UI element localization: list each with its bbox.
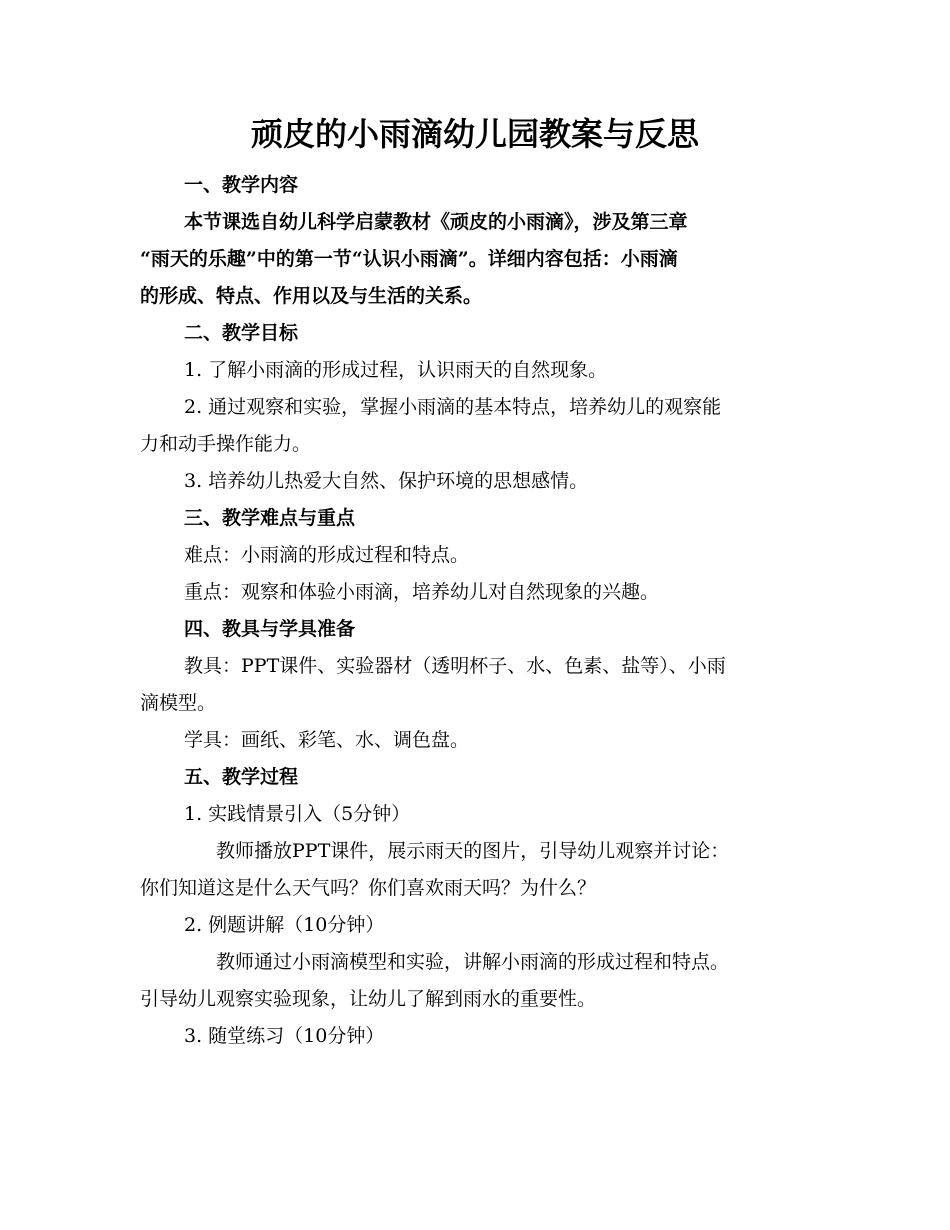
body-text-line: 2. 例题讲解（10分钟）: [184, 914, 385, 936]
section-text-line: 二、教学目标: [184, 322, 299, 344]
section-text-line: 三、教学难点与重点: [184, 507, 356, 529]
body-text-line: 教具：PPT课件、实验器材（透明杯子、水、色素、盐等）、小雨: [184, 655, 726, 677]
section-text-line: 一、教学内容: [184, 174, 299, 196]
body-text-line: 1. 实践情景引入（5分钟）: [184, 803, 411, 825]
body-text-line: 3. 随堂练习（10分钟）: [184, 1025, 385, 1047]
body-text-line: 3. 培养幼儿热爱大自然、保护环境的思想感情。: [184, 470, 589, 492]
body-text-line: 学具：画纸、彩笔、水、调色盘。: [184, 729, 470, 751]
section-text-line: “雨天的乐趣”中的第一节“认识小雨滴”。详细内容包括：小雨滴: [140, 248, 678, 270]
body-text-line: 教师通过小雨滴模型和实验，讲解小雨滴的形成过程和特点。: [216, 951, 730, 973]
body-text-line: 力和动手操作能力。: [140, 433, 312, 455]
section-text-line: 五、教学过程: [184, 766, 299, 788]
body-text-line: 难点：小雨滴的形成过程和特点。: [184, 544, 470, 566]
body-text-line: 2. 通过观察和实验，掌握小雨滴的基本特点，培养幼儿的观察能: [184, 396, 722, 418]
section-text-line: 本节课选自幼儿科学启蒙教材《顽皮的小雨滴》，涉及第三章: [184, 211, 688, 233]
section-text-line: 四、教具与学具准备: [184, 618, 356, 640]
section-text-line: 的形成、特点、作用以及与生活的关系。: [140, 285, 483, 307]
body-text-line: 1. 了解小雨滴的形成过程，认识雨天的自然现象。: [184, 359, 608, 381]
body-text-line: 你们知道这是什么天气吗？你们喜欢雨天吗？为什么？: [140, 877, 597, 899]
body-text-line: 教师播放PPT课件，展示雨天的图片，引导幼儿观察并讨论：: [216, 840, 730, 862]
body-text-line: 重点：观察和体验小雨滴，培养幼儿对自然现象的兴趣。: [184, 581, 660, 603]
body-text-line: 引导幼儿观察实验现象，让幼儿了解到雨水的重要性。: [140, 988, 597, 1010]
document-body: [140, 167, 810, 1055]
document-title: 顽皮的小雨滴幼儿园教案与反思: [250, 115, 699, 153]
body-text-line: 滴模型。: [140, 692, 217, 714]
